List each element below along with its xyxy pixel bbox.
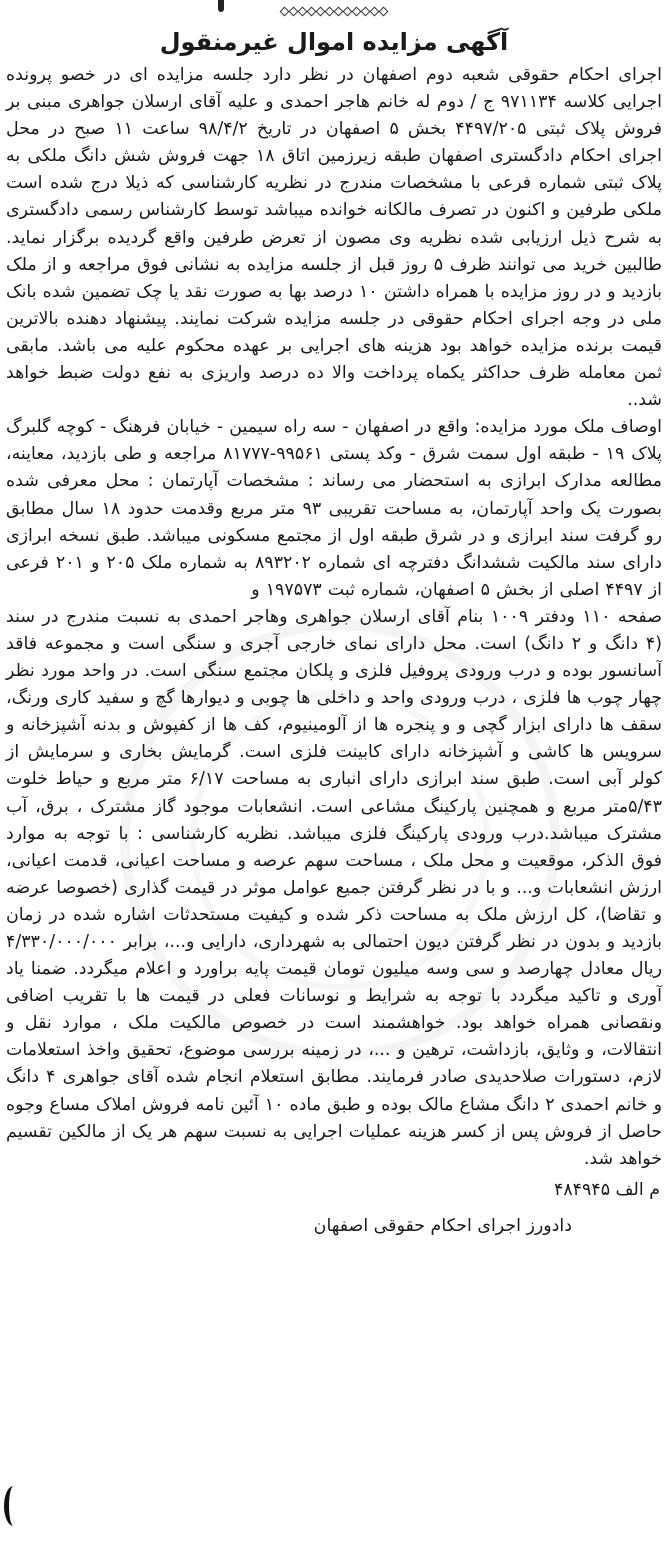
notice-title: آگهی مزایده اموال غیرمنقول [159, 28, 509, 56]
signature-line: دادورز اجرای احکام حقوقی اصفهان [313, 1215, 572, 1236]
diamond-border-icon [281, 8, 387, 15]
reference-number: م الف ۴۸۴۹۴۵ [553, 1179, 660, 1200]
corner-mark-icon [218, 0, 224, 12]
margin-mark-icon [4, 1486, 23, 1526]
paragraph-property-description: اوصاف ملک مورد مزایده: واقع در اصفهان - سه راه سیمین - خیابان فرهنگ - کوچه گلبرگ پلاک ۱۹ - طبقه اول سمت شرق - وکد پستی ۹۹۵۶۱-۸۱۷۷۷ مراجعه و طی بازدید، معاینه، مطالعه مدارک ابرازی به استحضار می رساند : مشخصات آپارتمان : محل معرفی شده بصورت یک واحد آپارتمان، به مساحت تقریبی ۹۳ متر مربع وقدمت حدود ۱۸ سال مطابق رو گرفت سند ابرازی و در شرق طبقه اول از مجتمع مسکونی میباشد. طبق نسخه ابرازی دارای سند مالکیت ششدانگ دفترچه ای شماره ۸۹۳۲۰۲ به شماره ملک ۲۰۵ و ۲۰۱ فرعی از ۴۴۹۷ اصلی از بخش ۵ اصفهان، شماره ثبت ۱۹۷۵۷۳ و [6, 417, 662, 600]
top-ornament [6, 0, 662, 22]
paragraph-intro: اجرای احکام حقوقی شعبه دوم اصفهان در نظر دارد جلسه مزایده ای در خصو پرونده اجرایی کلاسه ۹۷۱۱۳۴ ج / دوم له خانم هاجر احمدی و علیه آقای ارسلان جواهری مبنی بر فروش پلاک ثبتی ۴۴۹۷/۲۰۵ بخش ۵ اصفهان در تاریخ ۹۸/۴/۲ ساعت ۱۱ صبح در محل اجرای احکام دادگستری اصفهان طبقه زیرزمین اتاق ۱۸ جهت فروش شش دانگ ملکی به پلاک ثبتی شماره فرعی با مشخصات مندرج در نظریه کارشناسی که ذیلا درج شده است ملکی طرفین و اکنون در تصرف مالکانه خوانده میباشد توسط کارشناس رسمی دادگستری به شرح ذیل ارزیابی شده نظریه وی مصون از تعرض طرفین واقع گردیده برگزار نماید. طالبین خرید می توانند ظرف ۵ روز قبل از جلسه مزایده به نشانی فوق مراجعه و از ملک بازدید و در روز مزایده با همراه داشتن ۱۰ درصد بها به صورت نقد یا چک تضمین شده بانک ملی در وجه اجرای احکام حقوقی در جلسه مزایده شرکت نمایند. پیشنهاد دهنده بالاترین قیمت برنده مزایده خواهد بود هزینه های اجرایی بر عهده محکوم علیه می باشد. مابقی ثمن معامله ظرف حداکثر یکماه پرداخت والا ده درصد واریزی به نفع دولت ضبط خواهد شد.. [6, 65, 662, 411]
paragraph-expert-opinion: صفحه ۱۱۰ ودفتر ۱۰۰۹ بنام آقای ارسلان جواهری وهاجر احمدی به نسبت مندرج در سند (۴ دانگ و ۲ دانگ) است. محل دارای نمای خارجی آجری و سنگی است و مجموعه فاقد آسانسور بوده و درب ورودی پروفیل فلزی و پلکان مجتمع سنگی است. در واحد مورد نظر چهار چوب ها فلزی ، درب ورودی واحد و داخلی ها چوبی و دیوارها گچ و سفید کاری ورنگ، سقف ها دارای ابزار گچی و و پنجره ها از آلومینیوم، کف ها از کفپوش و بدنه آشپزخانه و سرویس ها کاشی و آشپزخانه دارای کابینت فلزی است. گرمایش بخاری و سرمایش از کولر آبی است. طبق سند ابرازی دارای انباری به مساحت ۶/۱۷ متر مربع و حیاط خلوت ۵/۴۳متر مربع و همچنین پارکینگ مشاعی است. انشعابات موجود گاز مشترک ، برق، آب مشترک میباشد.درب ورودی پارکینگ فلزی میباشد. نظریه کارشناسی : با توجه به موارد فوق الذکر، موقعیت و محل ملک ، مساحت سهم عرصه و مساحت اعیانی، قدمت اعیانی، ارزش انشعابات و... و با در نظر گرفتن جمیع عوامل موثر در قیمت گذاری (خصوصا عرضه و تقاضا)، کل ارزش ملک به مساحت ذکر شده و کیفیت مستحدثات اشاره شده در زمان بازدید و بدون در نظر گرفتن دیون احتمالی به شهرداری، دارایی و...، برابر ۴/۳۳۰/۰۰۰/۰۰۰ ریال معادل چهارصد و سی وسه میلیون تومان قیمت پایه براورد و اعلام میگردد. ضمنا یاد آوری و تاکید میگردد با توجه به شرایط و نوسانات فعلی در قیمت ها با تقریب اضافی ونقصانی همراه خواهد بود. خواهشمند است در خصوص مالکیت ملک ، موارد نقل و انتقالات، و وثایق، بازداشت، ترهین و ...، در زمینه بررسی موضوع، تحقیق واخذ استعلامات لازم، دستورات صلاحدیدی صادر فرمایند. مطابق استعلام انجام شده آقای جواهری ۴ دانگ و خانم احمدی ۲ دانگ مشاع مالک بوده و طبق ماده ۱۰ آئین نامه فروش املاک مساع وجوه حاصل از فروش پس از کسر هزینه عملیات اجرایی به نسبت سهم هر یک از مالکین تقسیم خواهد شد. [6, 606, 662, 1169]
